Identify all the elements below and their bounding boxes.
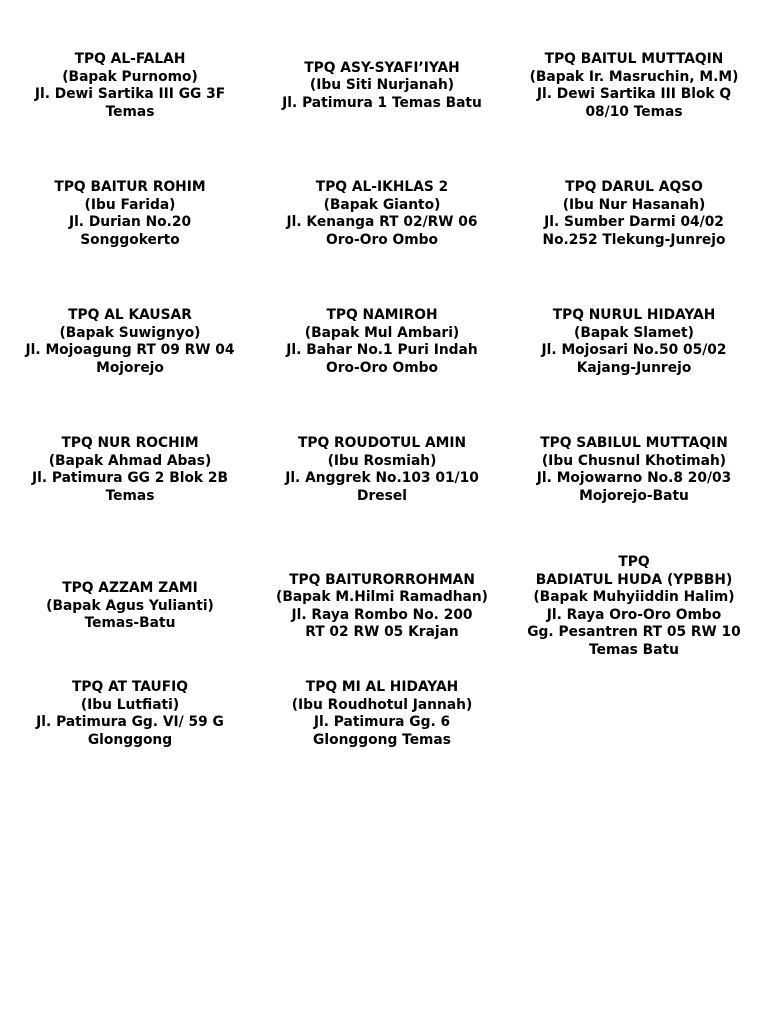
tpq-entry [4,22,256,150]
tpq-address: Jl. Kenanga RT 02/RW 06 [286,214,478,230]
tpq-area: Oro-Oro Ombo [325,231,438,248]
tpq-contact: (Bapak Slamet) [574,324,694,341]
tpq-address: Jl. Sumber Darmi 04/02 [544,214,724,230]
tpq-address: Jl. Mojoagung RT 09 RW 04 [25,342,235,358]
tpq-area-line2: Temas Batu [589,641,679,658]
tpq-entry [508,22,760,150]
tpq-area: Glonggong [87,731,173,748]
tpq-area: Oro-Oro Ombo [325,359,438,376]
tpq-contact: (Bapak Suwignyo) [59,324,201,341]
tpq-name: TPQ ASY-SYAFI’IYAH [304,59,460,76]
tpq-name: TPQ AT TAUFIQ [72,679,188,695]
tpq-address: Jl. Patimura Gg. VI/ 59 G [36,714,224,730]
tpq-contact: (Bapak Ir. Masruchin, M.M) [529,68,739,85]
tpq-address: Jl. Dewi Sartika III GG 3F [34,86,226,102]
tpq-name: TPQ NURUL HIDAYAH [552,307,716,323]
tpq-address: Jl. Mojowarno No.8 20/03 [536,470,732,486]
tpq-entry [508,534,760,679]
tpq-entry [256,679,508,769]
tpq-area: Gg. Pesantren RT 05 RW 10 [527,624,741,640]
tpq-area: Mojorejo [96,359,164,376]
tpq-address: Jl. Patimura Gg. 6 [313,714,451,730]
tpq-address: Jl. Mojosari No.50 05/02 [541,342,727,358]
tpq-area: RT 02 RW 05 Krajan [305,624,459,640]
tpq-entry [508,278,760,406]
tpq-area: 08/10 Temas [585,103,683,120]
tpq-directory [4,22,760,769]
tpq-contact: (Bapak Agus Yulianti) [46,597,214,614]
tpq-entry [256,150,508,278]
tpq-address: Jl. Raya Oro-Oro Ombo [546,606,722,623]
tpq-name: TPQ NAMIROH [326,307,438,323]
tpq-contact: (Ibu Farida) [84,196,176,213]
tpq-entry [256,534,508,679]
tpq-contact: (Bapak Purnomo) [62,68,198,85]
tpq-entry [4,278,256,406]
tpq-entry [4,406,256,534]
tpq-contact: (Bapak Gianto) [323,196,441,213]
tpq-name: TPQ MI AL HIDAYAH [305,679,459,695]
tpq-name: TPQ BAITURORROHMAN [289,571,475,588]
tpq-name: TPQ AL-FALAH [74,51,186,67]
tpq-name: TPQ BAITUR ROHIM [54,179,206,195]
tpq-address: Jl. Durian No.20 [68,214,192,230]
tpq-name: TPQ NUR ROCHIM [61,435,199,451]
tpq-area: Temas [105,103,155,120]
tpq-name: TPQ AL-IKHLAS 2 [315,179,449,195]
tpq-area: Songgokerto [80,231,180,248]
tpq-contact: (Bapak Ahmad Abas) [48,452,212,469]
tpq-contact: (Ibu Chusnul Khotimah) [541,452,727,469]
tpq-entry [508,150,760,278]
tpq-area: No.252 Tlekung-Junrejo [542,231,726,248]
tpq-entry [4,679,256,769]
tpq-address: Jl. Anggrek No.103 01/10 [285,470,479,486]
tpq-contact: (Ibu Nur Hasanah) [562,196,706,213]
tpq-name: TPQ [618,554,650,570]
tpq-contact: (Bapak Muhyiiddin Halim) [533,589,735,605]
tpq-area: Dresel [357,487,407,504]
tpq-entry [508,406,760,534]
tpq-entry [256,22,508,150]
tpq-entry [256,278,508,406]
tpq-contact: (Bapak M.Hilmi Ramadhan) [276,589,488,605]
tpq-address: Jl. Raya Rombo No. 200 [291,606,473,623]
tpq-address: Jl. Patimura 1 Temas Batu [282,94,482,111]
tpq-address: Temas-Batu [84,615,176,632]
tpq-contact: (Ibu Lutfiati) [80,696,180,713]
tpq-address: Jl. Patimura GG 2 Blok 2B [31,470,229,486]
tpq-area: Mojorejo-Batu [579,487,689,504]
tpq-name: TPQ DARUL AQSO [565,179,703,195]
tpq-name: TPQ AL KAUSAR [68,307,192,323]
tpq-area: Kajang-Junrejo [576,359,692,376]
tpq-name: TPQ BAITUL MUTTAQIN [544,51,724,67]
tpq-name: TPQ ROUDOTUL AMIN [297,435,467,451]
tpq-contact: (Bapak Mul Ambari) [304,324,460,341]
tpq-name: TPQ AZZAM ZAMI [62,580,198,597]
tpq-contact: (Ibu Rosmiah) [327,452,437,469]
tpq-area: Temas [105,487,155,504]
tpq-entry [4,150,256,278]
tpq-name: TPQ SABILUL MUTTAQIN [540,435,728,451]
tpq-area: Glonggong Temas [313,731,451,748]
tpq-contact: (Ibu Roudhotul Jannah) [291,696,473,713]
tpq-contact: (Ibu Siti Nurjanah) [309,77,455,94]
tpq-name-line2: BADIATUL HUDA (YPBBH) [535,571,733,588]
tpq-address: Jl. Bahar No.1 Puri Indah [286,342,478,358]
tpq-entry [256,406,508,534]
tpq-address: Jl. Dewi Sartika III Blok Q [536,86,732,102]
tpq-entry [4,534,256,679]
